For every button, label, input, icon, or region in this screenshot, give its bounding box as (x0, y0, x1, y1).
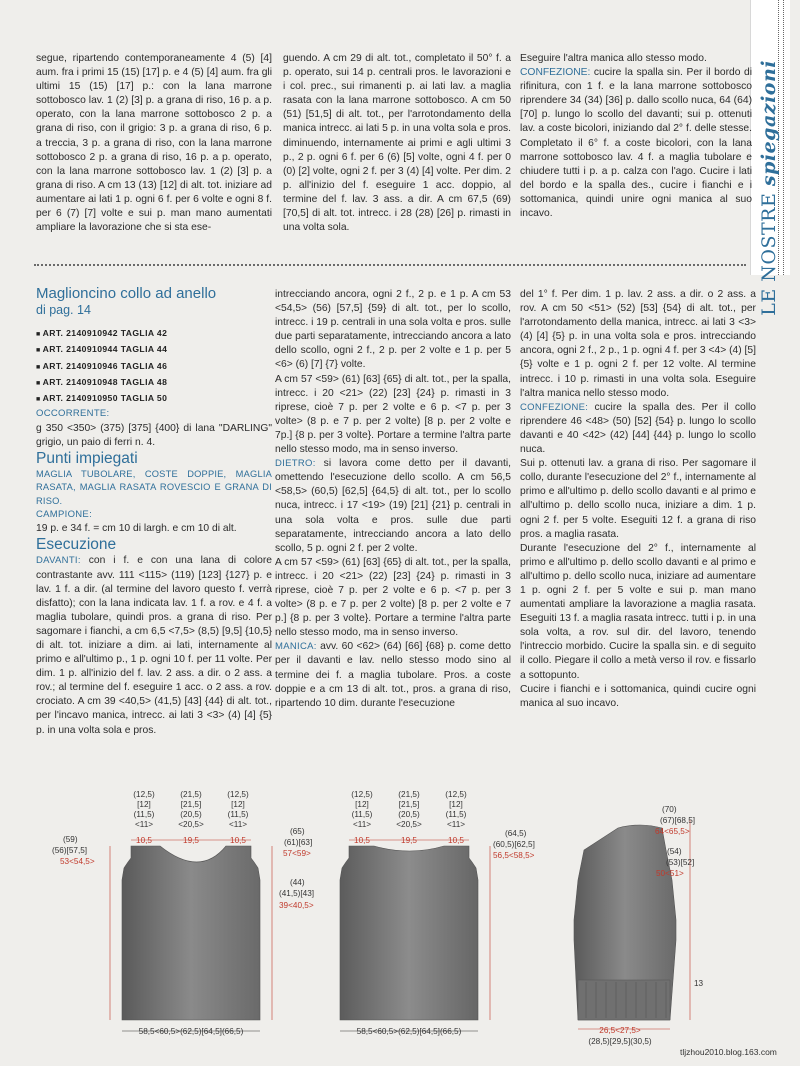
back-rh-2: (60,5)[62,5] (493, 840, 535, 849)
front-tm-4: <20,5> (178, 820, 204, 829)
dietro-text: si lavora come detto per il davanti, omettendo l'esecuzione dello scollo. A cm 56,5 <58,5> (60,5) [62,5] {64,5} di alt. tot., per lo scollo nuca, intrecc. i 17 <19> (19) [21] {21} p. centrali in una sola volta e pros. sulle due parti separatamente, intrecciando ancora a lato dello scollo, 5 p. ogni 2 f. per 2 volte. (275, 458, 511, 554)
front-ah-2: (41,5)[43] (279, 889, 315, 898)
back-tr-3: (11,5) (445, 810, 467, 819)
top-column-2-text: guendo. A cm 29 di alt. tot., completato il 50° f. a p. operato, sui 14 p. centrali pros. le lavorazioni e i col. prec., sui rimanenti p. ai lati lav. a maglia rasata con la lana marrone sottobosco. A cm 50 (51) [51,5] di alt. tot., per l'arrotondamento della manica intrecc. ai lati 5 p. in una volta sola e pros. diminuendo, internamente ai primi e agli ultimi 3 p., 2 p. ogni 6 f. per 6 (6) [5] volte, ogni 4 f. per 0 (0) [2] volte, ogni 2 f. per 3 (4) [4] volte. Per dim. 2 p. all'inizio del f. eseguire 1 acc. doppio, al termine del f. lav. 3 ass. a dir. A cm 67,5 (69) [70,5] di alt. tot. intrecc. i 28 (28) [26] p. rimasti in una volta sola. (283, 53, 511, 234)
top-column-3-intro: Eseguire l'altra manica allo stesso modo. (520, 53, 707, 64)
front-rh-3: 57<59> (283, 849, 311, 858)
section-label (758, 60, 780, 316)
article-column-3 (520, 288, 756, 711)
art-line: ■ ART. 2140910942 TAGLIA 42 (36, 328, 168, 338)
front-lh-2: (56)[57,5] (52, 846, 88, 855)
sleeve-bottom-2: (28,5)[29,5](30,5) (588, 1037, 652, 1046)
back-tr-1: (12,5) (445, 790, 467, 799)
col3-paragraph-c: Durante l'esecuzione del 2° f., internamente al primo e all'ultimo p. dello scollo davanti e al primo e all'ultimo p. dello scollo nuca, iniziare ad aumentare 1 p. ogni 2 f. per 5 volte e sui p. man mano aumentati ampliare la lavorazione a maglia rasata. Eseguiti 13 f. a maglia rasata intrecc. tutti i p. in una sola volta, a rov. sul dir. del lavoro, tenendo l'intreccio morbido. Cucire la spalla sin. e di seguito il collo. Piegare il collo a metà verso il rov. e fissarlo a sottopunto. (520, 542, 756, 681)
back-tr-2: [12] (449, 800, 463, 809)
front-lh-1: (59) (63, 835, 78, 844)
front-width-label: 58,5<60,5>(62,5)[64,5](66,5) (138, 1027, 244, 1036)
occorrente-label: OCCORRENTE: (36, 408, 110, 420)
davanti-text: con i f. e con una lana di colore contrastante avv. 111 <115> (119) [123] {127} p. e lav. 1 f. a dir. (al termine del lavoro questo f. verrà disfatto); con la lana indicata lav. 1 f. a rov. e 4 f. a maglia tubolare, quindi pros. a grana di riso. Per sagomare i fianchi, a cm 6,5 <7,5> (8,5) [9,5] {10,5} di alt. tot. iniziare a dim. ai lati, internamente al primo e all'ultimo p., 1 p. ogni 10 f. per 11 volte. Per dim. 1 p. all'inizio del f. lav. 2 ass. a dir. o 2 ass. a rov.; al termine del f. eseguire 1 acc. o 2 ass. a rov. crociato. A cm 39 <40,5> (41,5) [43] {44} di alt. tot., per l'incavo manica, intrecc. ai lati 3 <3> (4) [4] {5} p. in una volta sola e pros. (36, 555, 272, 736)
front-schematic (52, 790, 314, 1036)
back-schematic (340, 790, 535, 1036)
back-tl-1: (12,5) (351, 790, 373, 799)
sleeve-cuff-label: 13 (694, 979, 704, 988)
confezione-label: CONFEZIONE: (520, 67, 591, 79)
back-tm-4: <20,5> (396, 820, 422, 829)
blog-credit: tljzhou2010.blog.163.com (680, 1047, 777, 1057)
top-column-3 (520, 52, 752, 221)
back-tr-4: <11> (446, 820, 466, 829)
confezione-label-2: CONFEZIONE: (520, 401, 589, 413)
pattern-schematics (0, 780, 800, 1066)
back-tm-3: (20,5) (398, 810, 420, 819)
front-tm-2: [21,5] (180, 800, 202, 809)
back-tl-3: (11,5) (351, 810, 373, 819)
art-line: ■ ART. 2140910950 TAGLIA 50 (36, 393, 168, 404)
top-column-1 (36, 52, 272, 235)
front-tm-5: 19,5 (183, 836, 199, 845)
art-line: ■ ART. 2140910948 TAGLIA 48 (36, 376, 168, 387)
sleeve-bottom-1: 26,5<27,5> (599, 1026, 641, 1035)
article-title: Maglioncino collo ad anello (36, 285, 217, 302)
back-tr-5: 10,5 (448, 836, 464, 845)
sleeve-mid-1: (54) (667, 847, 682, 856)
front-rh-1: (65) (290, 827, 305, 836)
front-ah-1: (44) (290, 878, 305, 887)
front-tl-3: (11,5) (133, 810, 155, 819)
back-width-label: 58,5<60,5>(62,5)[64,5](66,5) (356, 1027, 462, 1036)
col3-paragraph-b: Sui p. ottenuti lav. a grana di riso. Per sagomare il collo, durante l'esecuzione del 2° f., internamente al primo e all'ultimo p. dello scollo davanti e al primo e all'ultimo p. dello scollo nuca, iniziare a dim. 1 p. ogni 2 f. per 5 volte. Eseguiti 12 f. a grana di riso pros. a maglia rasata. (520, 458, 756, 540)
front-tl-2: [12] (137, 800, 151, 809)
campione-label: CAMPIONE: (36, 509, 93, 521)
article-column-1 (36, 285, 272, 738)
sleeve-schematic (574, 805, 704, 1046)
section-label-emph: spiegazioni (758, 60, 780, 187)
confezione-paragraph (520, 401, 756, 457)
sleeve-mid-2: (53)[52] (666, 858, 695, 867)
esecuzione-heading: Esecuzione (36, 536, 117, 554)
col2-paragraph-a: intrecciando ancora, ogni 2 f., 2 p. e 1 p. A cm 53 <54,5> (56) [57,5] {59} di alt. tot., per lo scollo, intrecc. i 19 p. centrali in una sola volta e pros. sulle due parti separatamente, intrecciando ancora a lato dello scollo, ogni 2 f., 2 p. per 2 volte e 1 p. per 5 <6> (6) [7] {7} volte. (275, 289, 511, 371)
section-divider (34, 264, 746, 266)
front-tl-1: (12,5) (133, 790, 155, 799)
back-tm-5: 19,5 (401, 836, 417, 845)
front-lh-3: 53<54,5> (60, 857, 95, 866)
section-label-prefix: LE NOSTRE (758, 192, 780, 316)
punti-heading: Punti impiegati (36, 449, 138, 467)
back-tm-1: (21,5) (398, 790, 420, 799)
back-rh-3: 56,5<58,5> (493, 851, 535, 860)
top-column-2 (283, 52, 511, 235)
front-tr-2: [12] (231, 800, 245, 809)
front-rh-2: (61)[63] (284, 838, 313, 847)
campione-text: 19 p. e 34 f. = cm 10 di largh. e cm 10 di alt. (36, 523, 237, 535)
front-tr-4: <11> (228, 820, 248, 829)
top-column-3-confezione (520, 66, 752, 221)
article-subtitle: di pag. 14 (36, 303, 91, 317)
front-tl-4: <11> (134, 820, 154, 829)
manica-paragraph (275, 640, 511, 710)
sleeve-top-3: 64<65,5> (655, 827, 690, 836)
davanti-label: DAVANTI: (36, 555, 81, 567)
sleeve-top-1: (70) (662, 805, 677, 814)
punti-text: MAGLIA TUBOLARE, COSTE DOPPIE, MAGLIA RASATA, MAGLIA RASATA ROVESCIO E GRANA DI RISO. (36, 468, 272, 506)
back-shape (340, 846, 478, 1020)
back-tl-2: [12] (355, 800, 369, 809)
art-line: ■ ART. 2140910944 TAGLIA 44 (36, 344, 168, 355)
col3-paragraph-d: Cucire i fianchi e i sottomanica, quindi cucire ogni manica al suo incavo. (520, 683, 756, 709)
front-tm-1: (21,5) (180, 790, 202, 799)
dietro-paragraph (275, 457, 511, 556)
back-tl-5: 10,5 (354, 836, 370, 845)
front-tr-1: (12,5) (227, 790, 249, 799)
front-tm-3: (20,5) (180, 810, 202, 819)
sleeve-mid-3: 50<51> (656, 869, 684, 878)
dietro-label: DIETRO: (275, 458, 316, 470)
col2-paragraph-c: A cm 57 <59> (61) [63] {65} di alt. tot., per la spalla, intrecc. i 20 <21> (22) [23] {24} p. rimasti in 3 riprese, cioè 7 p. per 2 volte e 6 p. <7 p. per 3 volte> (8 p. e 7 p. per 2 volte) [8 p. per 2 volte e 7 p.] {8 p. per 3 volte}. Portare a termine l'altra parte nello stesso modo, ma in senso inverso. (275, 556, 511, 639)
back-tm-2: [21,5] (398, 800, 420, 809)
sleeve-top-2: (67)[68,5] (660, 816, 696, 825)
front-shape (122, 846, 260, 1020)
davanti-paragraph (36, 554, 272, 737)
col3-paragraph-a: del 1° f. Per dim. 1 p. lav. 2 ass. a dir. o 2 ass. a rov. A cm 50 <51> (52) [53] {54} di alt. tot., per l'arrotondamento della manica, intrecc. ai lati 3 <3> (4) [4] {5} p. in una volta sola e pros. intrecciando ancora, ogni 2 f., 2 p., 1 p. ogni 4 f. per 3 <4> (4) [5] {5} volte e 1 p. ogni 2 f. per 12 volte. Al termine intrecc. i 10 p. rimasti in una volta sola. Eseguire l'altra manica nello stesso modo. (520, 289, 756, 399)
front-tr-3: (11,5) (227, 810, 249, 819)
front-ah-3: 39<40,5> (279, 901, 314, 910)
back-tl-4: <11> (352, 820, 372, 829)
article-column-2 (275, 288, 511, 711)
front-tr-5: 10,5 (230, 836, 246, 845)
occorrente-text: g 350 <350> (375) [375] {400} di lana "DARLING" grigio, un paio di ferri n. 4. (36, 422, 272, 448)
manica-label: MANICA: (275, 641, 317, 653)
top-column-1-text: segue, ripartendo contemporaneamente 4 (5) [4] aum. fra i primi 15 (15) [17] p. e 4 (5) [4] aum. fra gli ultimi 15 (15) [17] p.: con la lana marrone sottobosco lav. 1 (2) [3] p. a grana di riso, 16 p. a p. operato, con la lana marrone sottobosco 2 p. a grana di riso, con il grigio: 3 p. a grana di riso, 6 p. a treccia, 3 p. a grana di riso, con la lana marrone sottobosco 2 p. a grana di riso, 16 p. a p. operato, con la lana marrone sottobosco lav. 1 (2) [3] p. a grana di riso. A cm 13 (13) [12] di alt. tot. iniziare ad aumentare ai lati 1 p. ogni 6 f. per 6 volte e ogni 8 f. per 6 (7) [7] volte e sui p. man mano aumentati ampliare la lavorazione che si sta ese- (36, 53, 272, 234)
confezione-text-2: cucire la spalla des. Per il collo riprendere 46 <48> (50) [52] {54} p. lungo lo scollo davanti e 40 <42> (42) [44] {44} p. lungo lo scollo nuca. (520, 401, 756, 456)
col2-paragraph-b: A cm 57 <59> (61) [63] {65} di alt. tot., per la spalla, intrecc. i 20 <21> (22) [23] {24} p. rimasti in 3 riprese, cioè 7 p. per 2 volte e 6 p. <7 p. per 3 volte> (8 p. e 7 p. per 2 volte) [8 p. per 2 volte e 7p.] {8 p. per 3 volte}. Portare a termine l'altra parte nello stesso modo, ma in senso inverso. (275, 373, 511, 456)
manica-text: avv. 60 <62> (64) [66] {68} p. come detto per il davanti e lav. nello stesso modo sino al termine dei f. a maglia tubolare. Pros. a coste doppie e a cm 13 di alt. tot., pros. a grana di riso, ripartendo 10 dim. durante l'esecuzione (275, 641, 511, 709)
confezione-text: cucire la spalla sin. Per il bordo di rifinitura, con 1 f. e la lana marrone sottobosco riprendere 34 (34) [36] p. dallo scollo nuca, 64 (64) [70] p. lungo lo scollo del davanti; sui p. ottenuti lav. a coste bicolori, iniziando dal 2° f. delle stesse. Completato il 6° f. a coste bicolori, con la lana marrone sottobosco lav. 4 f. a maglia tubolare e chiudere tutti i p. a p. calza con l'ago. Cucire i lati del bordo e la spalla des., cucire i fianchi e i sottomanica, quindi unire ogni manica al suo incavo. (520, 67, 752, 220)
art-line: ■ ART. 2140910946 TAGLIA 46 (36, 360, 168, 371)
front-tl-5: 10,5 (136, 836, 152, 845)
back-rh-1: (64,5) (505, 829, 527, 838)
